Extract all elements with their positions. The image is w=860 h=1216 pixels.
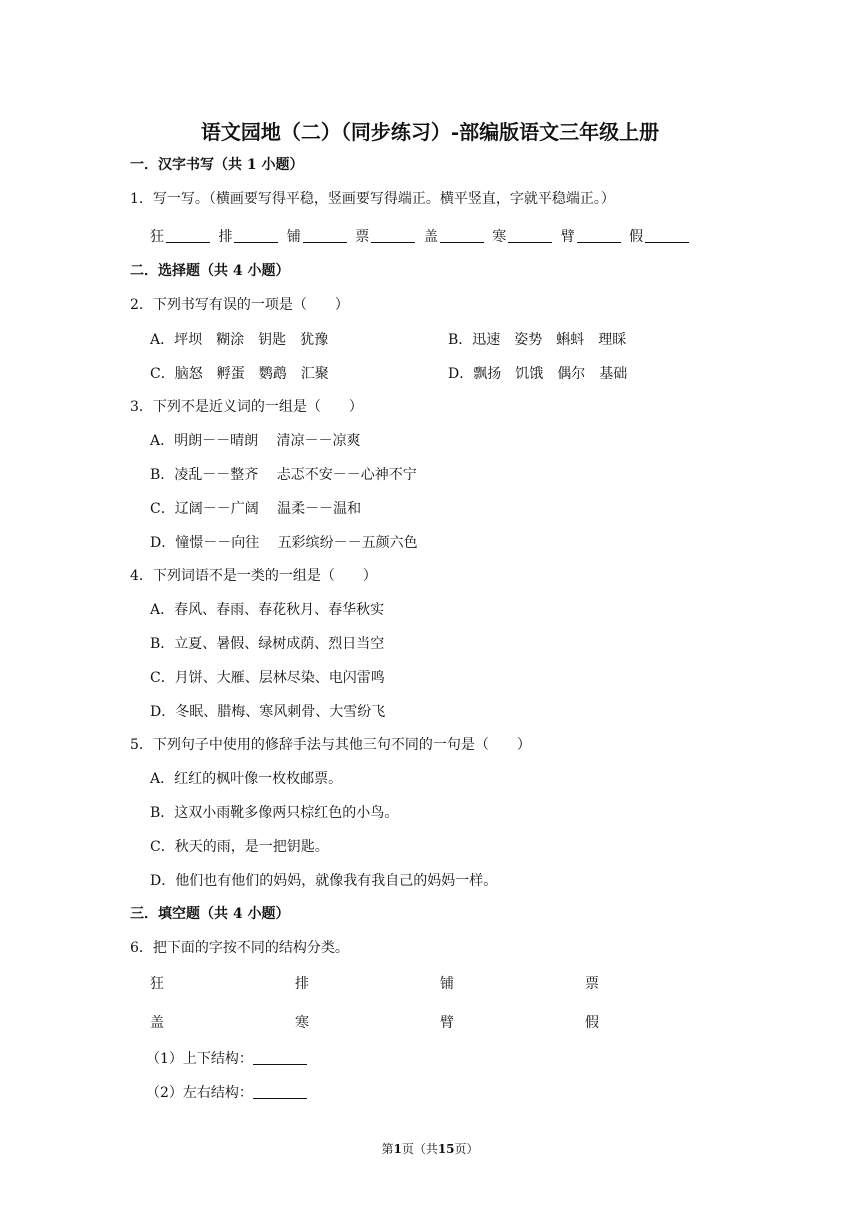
question-4-option-d: D．冬眠、腊梅、寒风刺骨、大雪纷飞 <box>150 704 386 720</box>
q1-char: 寒 <box>492 229 507 245</box>
q6-char: 寒 <box>295 1015 309 1031</box>
q1-char: 假 <box>629 229 644 245</box>
q6-char: 票 <box>585 976 599 992</box>
question-1-stem: 1．写一写。（横画要写得平稳，竖画要写得端正。横平竖直，字就平稳端正。） <box>130 191 615 207</box>
question-6-stem: 6．把下面的字按不同的结构分类。 <box>130 940 349 956</box>
question-5-stem: 5．下列句子中使用的修辞手法与其他三句不同的一句是（ ） <box>130 737 531 753</box>
section-heading-fill: 三．填空题（共 4 小题） <box>130 906 290 922</box>
q1-char: 盖 <box>423 229 438 245</box>
question-5-option-a: A．红红的枫叶像一枚枚邮票。 <box>150 771 343 787</box>
question-5-option-b: B．这双小雨靴多像两只棕红色的小鸟。 <box>150 805 399 821</box>
q6-char: 臂 <box>440 1015 454 1031</box>
question-6-sub-1 <box>146 1050 307 1068</box>
sub-2-label: （2）左右结构： <box>146 1085 253 1101</box>
sub-2-blank[interactable] <box>253 1084 307 1099</box>
question-3-option-b: B．凌乱－－整齐 忐忑不安－－心神不宁 <box>150 467 417 483</box>
question-2-option-c: C．脑怒 孵蛋 鹦鹉 汇聚 <box>150 366 329 382</box>
question-1-char-row <box>150 228 693 246</box>
question-3-option-a: A．明朗－－晴朗 清凉－－凉爽 <box>150 433 361 449</box>
q6-char: 铺 <box>440 976 454 992</box>
question-2-option-b: B．迅速 姿势 蝌蚪 理睬 <box>448 332 627 348</box>
question-2-stem: 2．下列书写有误的一项是（ ） <box>130 297 349 313</box>
q1-blank[interactable] <box>234 228 278 243</box>
footer-page-number: 1 <box>393 1142 402 1156</box>
question-4-option-b: B．立夏、暑假、绿树成荫、烈日当空 <box>150 636 385 652</box>
q6-char: 假 <box>585 1015 599 1031</box>
q1-blank[interactable] <box>166 228 210 243</box>
q6-char: 盖 <box>150 1015 164 1031</box>
question-5-option-c: C．秋天的雨，是一把钥匙。 <box>150 839 329 855</box>
q1-blank[interactable] <box>303 228 347 243</box>
q1-char: 票 <box>355 229 370 245</box>
question-3-option-d: D．憧憬－－向往 五彩缤纷－－五颜六色 <box>150 535 418 551</box>
question-2-option-a: A．坪坝 糊涂 钥匙 犹豫 <box>150 332 329 348</box>
question-3-option-c: C．辽阔－－广阔 温柔－－温和 <box>150 501 362 517</box>
q1-blank[interactable] <box>577 228 621 243</box>
q1-char: 狂 <box>150 229 164 245</box>
q1-blank[interactable] <box>371 228 415 243</box>
question-2-option-d: D．飘扬 饥饿 偶尔 基础 <box>448 366 628 382</box>
sub-1-label: （1）上下结构： <box>146 1051 253 1067</box>
section-heading-writing: 一．汉字书写（共 1 小题） <box>130 157 304 173</box>
footer-prefix: 第 <box>381 1142 394 1156</box>
q1-blank[interactable] <box>440 228 484 243</box>
q1-blank[interactable] <box>508 228 552 243</box>
section-heading-choice: 二．选择题（共 4 小题） <box>130 263 290 279</box>
footer-total-pages: 15 <box>437 1142 455 1156</box>
question-4-option-a: A．春风、春雨、春花秋月、春华秋实 <box>150 602 385 618</box>
footer-mid: 页（共 <box>401 1142 438 1156</box>
question-3-stem: 3．下列不是近义词的一组是（ ） <box>130 399 363 415</box>
question-5-option-d: D．他们也有他们的妈妈，就像我有我自己的妈妈一样。 <box>150 873 498 889</box>
document-title: 语文园地（二）（同步练习）-部编版语文三年级上册 <box>200 120 660 144</box>
question-6-sub-2 <box>146 1084 307 1102</box>
question-4-stem: 4．下列词语不是一类的一组是（ ） <box>130 568 377 584</box>
question-4-option-c: C．月饼、大雁、层林尽染、电闪雷鸣 <box>150 670 385 686</box>
q1-char: 臂 <box>560 229 575 245</box>
q1-char: 排 <box>218 229 233 245</box>
q6-char: 排 <box>295 976 309 992</box>
q6-char: 狂 <box>150 976 164 992</box>
footer-suffix: 页） <box>454 1142 479 1156</box>
sub-1-blank[interactable] <box>253 1050 307 1065</box>
q1-blank[interactable] <box>645 228 689 243</box>
page-footer <box>0 1140 860 1157</box>
q1-char: 铺 <box>286 229 301 245</box>
